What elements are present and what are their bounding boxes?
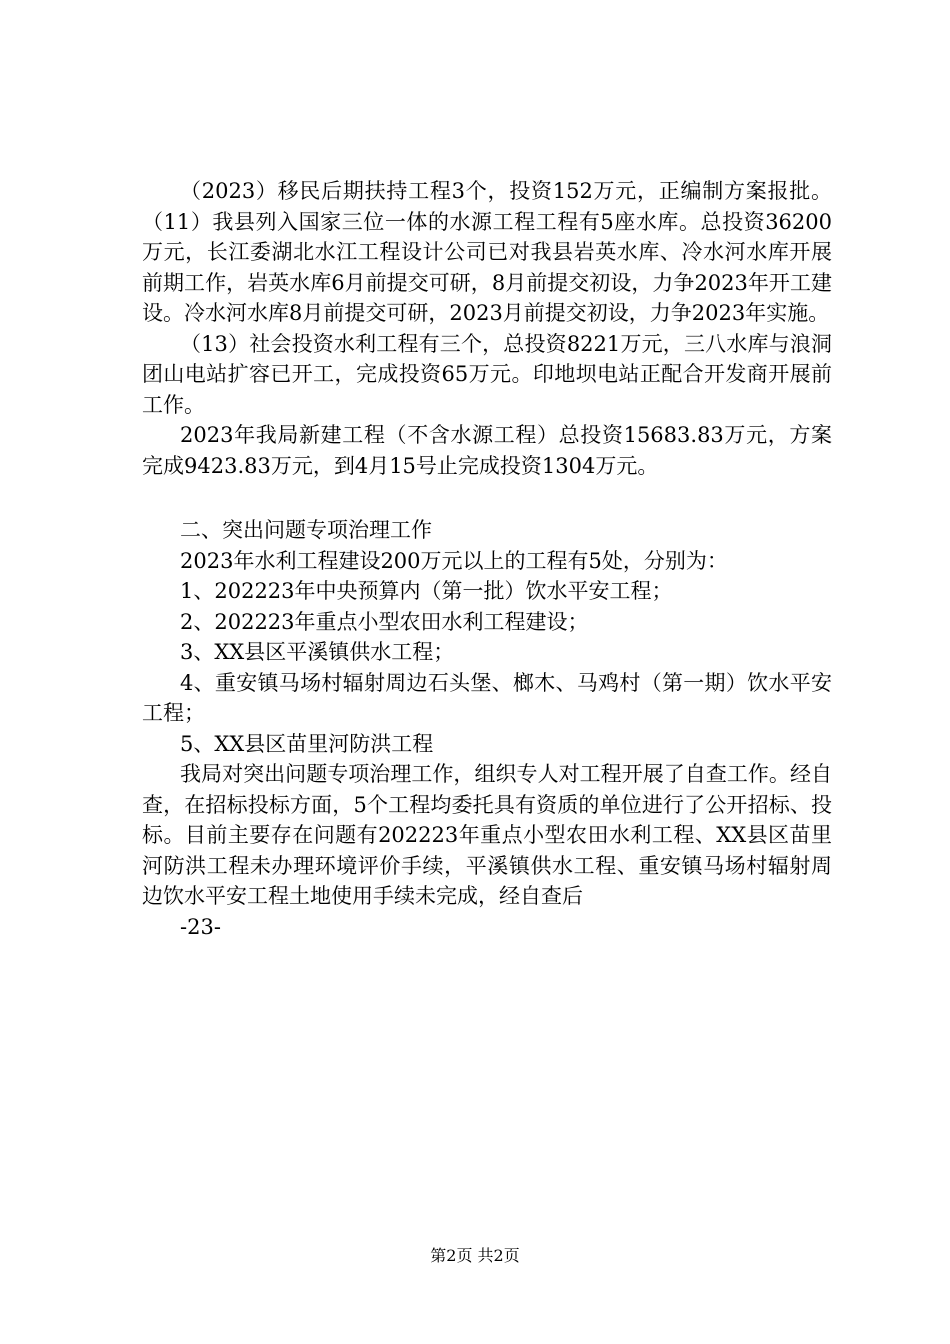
page-footer: 第2页 共2页 [430,1246,520,1265]
paragraph-project-count: 2023年水利工程建设200万元以上的工程有5处，分别为： [180,548,728,573]
paragraph-gap [142,481,832,515]
list-item-1: 1、202223年中央预算内（第一批）饮水平安工程； [180,579,673,603]
paragraph-relocation-projects: （2023）移民后期扶持工程3个，投资152万元，正编制方案报批。（11）我县列入国家三位一体的水源工程工程有5座水库。总投资36200万元，长江委湖北水江工程设计公司已对我县岩英水库、冷水河水库开展前期工作，岩英水库6月前提交可研，8月前提交初设，力争2023年开工建设。冷水河水库8月前提交可研，2023月前提交初设，力争2023年实施。 [142,179,832,325]
paragraph-new-projects-total: 2023年我局新建工程（不含水源工程）总投资15683.83万元，方案完成9423.83万元，到4月15号止完成投资1304万元。 [142,423,832,478]
list-item-3: 3、XX县区平溪镇供水工程； [180,640,455,664]
document-body [142,176,832,942]
list-item-4: 4、重安镇马场村辐射周边石头堡、榔木、马鸡村（第一期）饮水平安工程； [142,670,832,725]
inline-page-number: -23- [180,914,221,939]
paragraph-social-investment: （13）社会投资水利工程有三个，总投资8221万元，三八水库与浪洞团山电站扩容已开工，完成投资65万元。印地坝电站正配合开发商开展前工作。 [142,331,832,417]
section-heading: 二、突出问题专项治理工作 [180,518,432,542]
list-item-5: 5、XX县区苗里河防洪工程 [180,731,434,756]
paragraph-self-inspection: 我局对突出问题专项治理工作，组织专人对工程开展了自查工作。经自查，在招标投标方面，5个工程均委托具有资质的单位进行了公开招标、投标。目前主要存在问题有202223年重点小型农田水利工程、XX县区苗里河防洪工程未办理环境评价手续，平溪镇供水工程、重安镇马场村辐射周边饮水平安工程土地使用手续未完成，经自查后 [142,762,832,908]
list-item-2: 2、202223年重点小型农田水利工程建设； [180,609,589,634]
